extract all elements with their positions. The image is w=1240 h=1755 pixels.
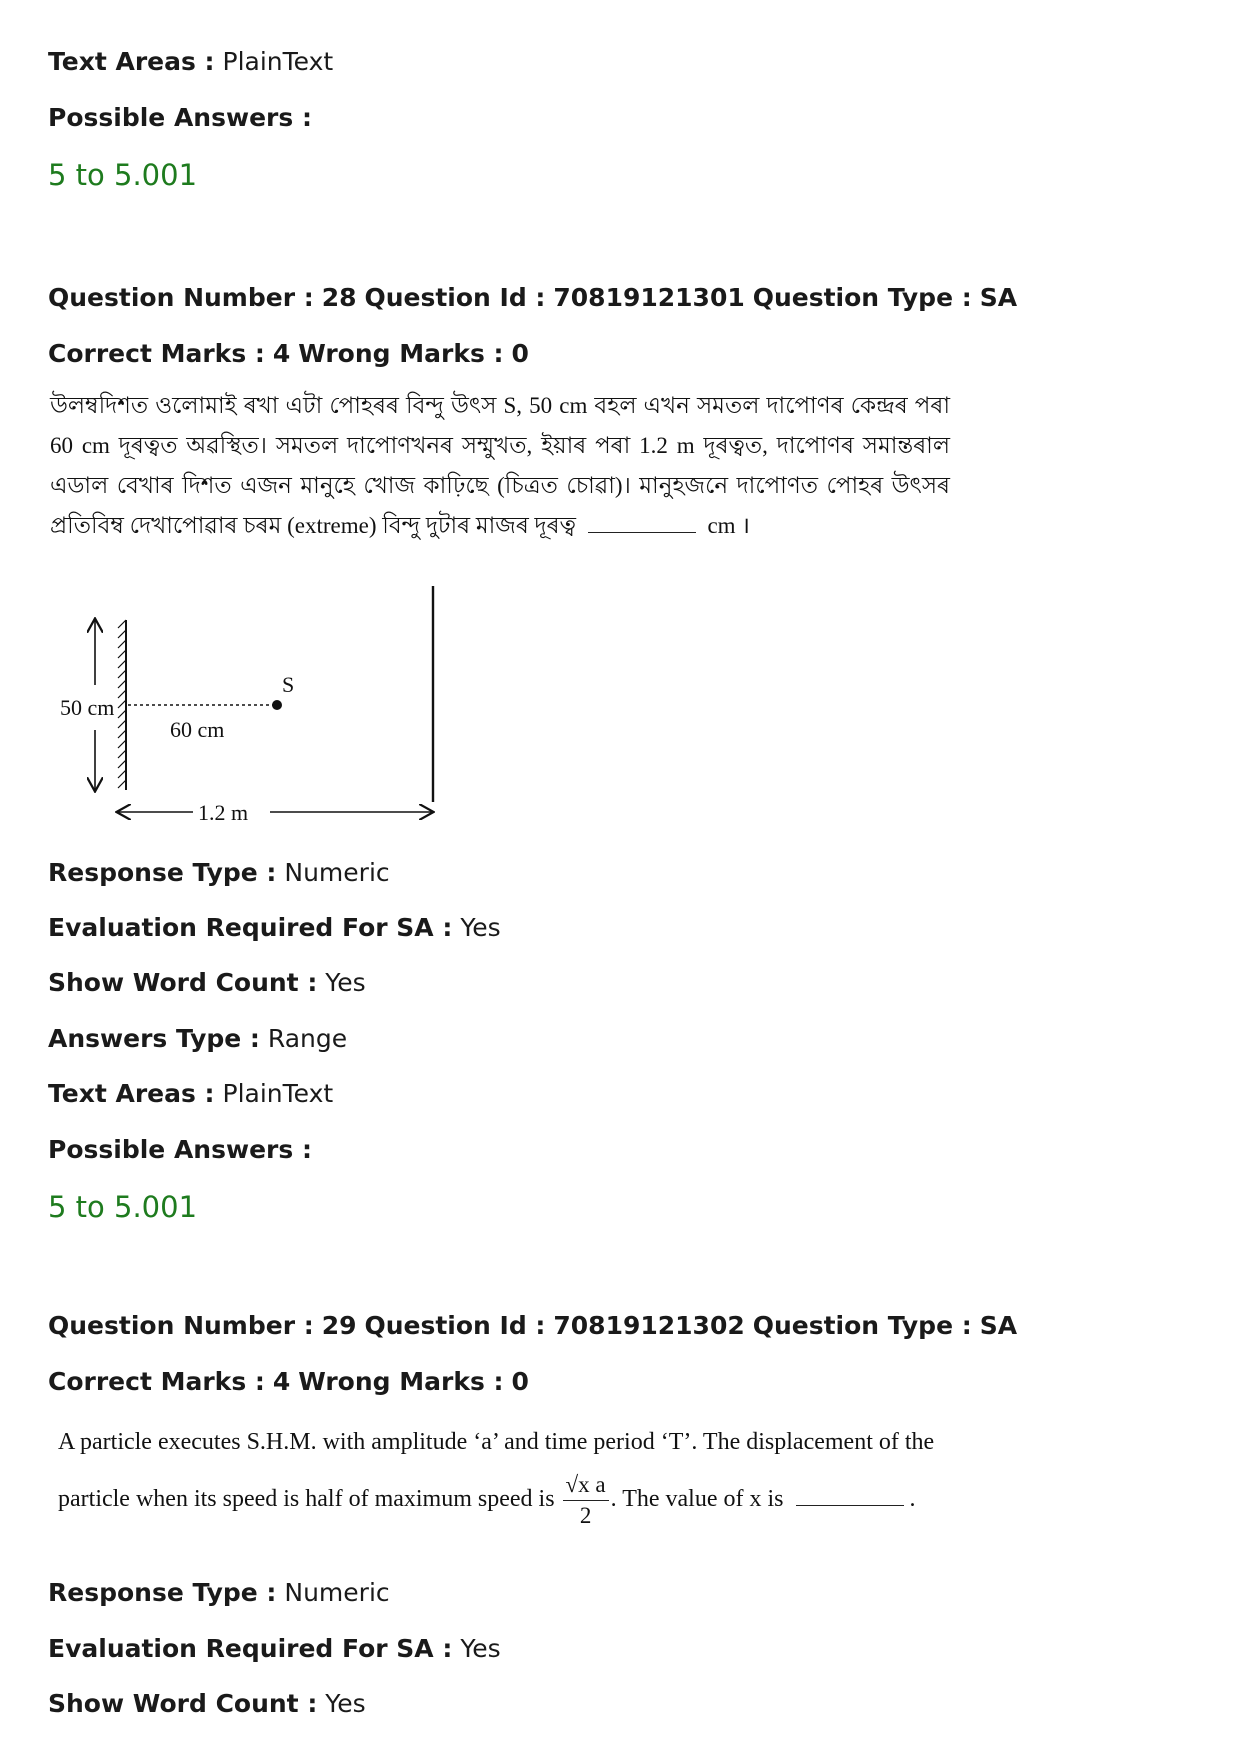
possible-answer-value: 5 to 5.001: [48, 1190, 198, 1224]
question-text: উলম্বদিশত ওলোমাই ৰখা এটা পোহৰৰ বিন্দু উৎস S, 50 cm বহল এখন সমতল দাপোণৰ কেন্দ্ৰৰ পৰা 60 cm দূৰত্বত অৱস্থিত। সমতল দাপোণখনৰ সম্মুখত, ইয়াৰ পৰা 1.2 m দূৰত্বত, দাপোণৰ সমান্তৰাল এডাল বেখাৰ দিশত এজন মানুহে খোজ কাঢ়িছে (চিত্ৰত চোৱা)। মানুহজনে দাপোণত পোহৰ উৎসৰ প্ৰতিবিম্ব দেখাপোৱাৰ চৰম (extreme) বিন্দু দুটাৰ মাজৰ দূৰত্ব cm ।: [50, 393, 950, 538]
mirror-hatching: [118, 620, 126, 788]
source-point: [272, 700, 282, 710]
line-distance-label: 1.2 m: [198, 800, 249, 825]
question-text-line-2: particle when its speed is half of maximum speed is $\frac{\text{√x a}}{2}$ . The value of x is .: [58, 1470, 916, 1531]
answers-type-row: Answers Type : Range: [48, 1024, 348, 1053]
field-value: PlainText: [222, 47, 334, 76]
question-figure: [48, 580, 448, 825]
field-label: Text Areas :: [48, 47, 215, 76]
question-header: Question Number : 28 Question Id : 70819121301 Question Type : SA: [48, 283, 1018, 312]
possible-answers-label: Possible Answers :: [48, 1135, 312, 1164]
question-header: Question Number : 29 Question Id : 70819121302 Question Type : SA: [48, 1311, 1018, 1340]
evaluation-row: Evaluation Required For SA : Yes: [48, 913, 501, 942]
word-count-row: Show Word Count : Yes: [48, 1689, 366, 1718]
source-label: S: [282, 672, 295, 697]
answer-blank: [796, 1505, 904, 1506]
text-areas-row: Text Areas : PlainText: [48, 1079, 334, 1108]
answer-blank: [588, 532, 696, 533]
possible-answer-value: 5 to 5.001: [48, 158, 198, 192]
marks-row: Correct Marks : 4 Wrong Marks : 0: [48, 339, 529, 368]
question-text-line-1: A particle executes S.H.M. with amplitude ‘a’ and time period ‘T’. The displacement of the: [58, 1429, 935, 1455]
marks-row: Correct Marks : 4 Wrong Marks : 0: [48, 1367, 529, 1396]
evaluation-row: Evaluation Required For SA : Yes: [48, 1634, 501, 1663]
word-count-row: Show Word Count : Yes: [48, 968, 366, 997]
source-distance-label: 60 cm: [170, 717, 225, 742]
displacement-fraction: $\frac{\text{√x a}}{2}$: [563, 1470, 609, 1531]
response-type-row: Response Type : Numeric: [48, 1578, 390, 1607]
possible-answers-label: Possible Answers :: [48, 103, 312, 132]
text-areas-row: [48, 46, 333, 78]
mirror-width-label: 50 cm: [60, 695, 115, 720]
response-type-row: Response Type : Numeric: [48, 858, 390, 887]
